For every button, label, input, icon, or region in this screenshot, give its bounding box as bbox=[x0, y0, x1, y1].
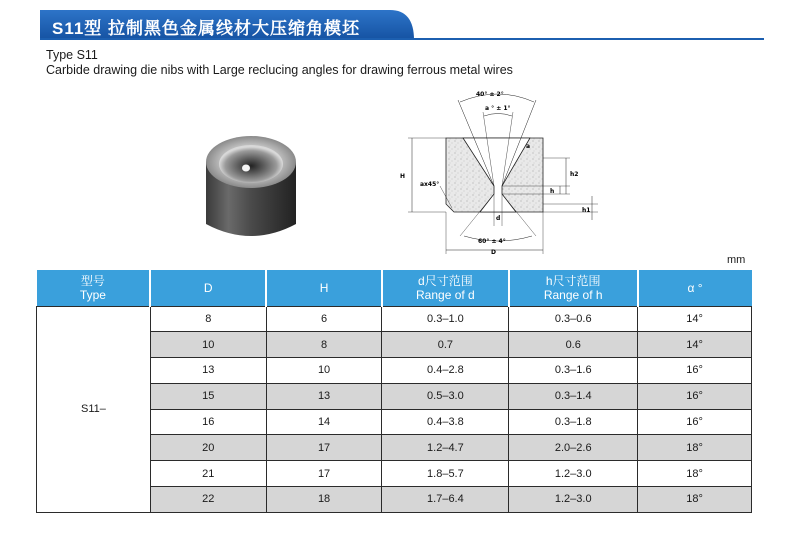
type-cell: S11– bbox=[37, 306, 151, 512]
dim-d-label: d bbox=[496, 215, 501, 222]
cell-D: 21 bbox=[150, 461, 266, 487]
die-nib-image bbox=[196, 124, 306, 244]
dim-h1-label: h1 bbox=[582, 207, 591, 214]
angle-bottom-label: 60° ± 4° bbox=[478, 238, 506, 245]
header-D: D bbox=[150, 270, 266, 306]
dim-h-label: h bbox=[550, 188, 555, 195]
cell-D: 20 bbox=[150, 435, 266, 461]
cell-d: 1.2–4.7 bbox=[382, 435, 509, 461]
cell-alpha: 16° bbox=[638, 383, 752, 409]
cell-d: 1.7–6.4 bbox=[382, 487, 509, 513]
cell-h: 0.3–1.6 bbox=[509, 358, 638, 384]
cell-h: 1.2–3.0 bbox=[509, 461, 638, 487]
cell-alpha: 18° bbox=[638, 487, 752, 513]
cell-h: 0.3–1.8 bbox=[509, 409, 638, 435]
cell-H: 18 bbox=[266, 487, 382, 513]
cell-H: 14 bbox=[266, 409, 382, 435]
cell-alpha: 14° bbox=[638, 332, 752, 358]
header-range-h: h尺寸范围 Range of h bbox=[509, 270, 638, 306]
cell-h: 0.6 bbox=[509, 332, 638, 358]
cell-h: 1.2–3.0 bbox=[509, 487, 638, 513]
dim-a-label: a bbox=[526, 143, 531, 150]
cell-D: 8 bbox=[150, 306, 266, 332]
cell-alpha: 14° bbox=[638, 306, 752, 332]
angle-alpha-label: a ° ± 1° bbox=[485, 105, 511, 112]
header-divider bbox=[40, 38, 764, 40]
title-banner bbox=[40, 10, 414, 40]
page-title: S11型 拉制黑色金属线材大压缩角模坯 bbox=[52, 19, 361, 38]
cell-H: 8 bbox=[266, 332, 382, 358]
cell-d: 0.4–2.8 bbox=[382, 358, 509, 384]
type-label: Type S11 bbox=[46, 48, 98, 62]
cell-alpha: 18° bbox=[638, 461, 752, 487]
angle-top-label: 40° ± 2° bbox=[476, 91, 504, 98]
cell-D: 15 bbox=[150, 383, 266, 409]
cell-H: 10 bbox=[266, 358, 382, 384]
dim-H-label: H bbox=[400, 173, 406, 180]
header-type: 型号 Type bbox=[37, 270, 151, 306]
header-range-d: d尺寸范围 Range of d bbox=[382, 270, 509, 306]
table-header-row bbox=[37, 270, 752, 306]
chamfer-label: ax45° bbox=[420, 181, 440, 188]
cell-d: 0.3–1.0 bbox=[382, 306, 509, 332]
table-row bbox=[37, 306, 752, 332]
header-H: H bbox=[266, 270, 382, 306]
spec-table bbox=[36, 270, 752, 513]
cell-D: 22 bbox=[150, 487, 266, 513]
cell-alpha: 18° bbox=[638, 435, 752, 461]
cell-H: 6 bbox=[266, 306, 382, 332]
cell-D: 10 bbox=[150, 332, 266, 358]
cell-alpha: 16° bbox=[638, 409, 752, 435]
dim-h2-label: h2 bbox=[570, 171, 579, 178]
header-alpha: α ° bbox=[638, 270, 752, 306]
cell-d: 1.8–5.7 bbox=[382, 461, 509, 487]
cell-d: 0.4–3.8 bbox=[382, 409, 509, 435]
cell-d: 0.5–3.0 bbox=[382, 383, 509, 409]
product-description: Carbide drawing die nibs with Large reclucing angles for drawing ferrous metal wires bbox=[46, 63, 513, 77]
cell-h: 2.0–2.6 bbox=[509, 435, 638, 461]
die-nib-cross-section-diagram bbox=[388, 86, 618, 256]
dim-D-label: D bbox=[491, 249, 496, 256]
cell-H: 17 bbox=[266, 461, 382, 487]
cell-H: 17 bbox=[266, 435, 382, 461]
cell-h: 0.3–1.4 bbox=[509, 383, 638, 409]
cell-H: 13 bbox=[266, 383, 382, 409]
unit-label: mm bbox=[727, 254, 746, 266]
cell-alpha: 16° bbox=[638, 358, 752, 384]
cell-d: 0.7 bbox=[382, 332, 509, 358]
cell-D: 13 bbox=[150, 358, 266, 384]
cell-h: 0.3–0.6 bbox=[509, 306, 638, 332]
cell-D: 16 bbox=[150, 409, 266, 435]
